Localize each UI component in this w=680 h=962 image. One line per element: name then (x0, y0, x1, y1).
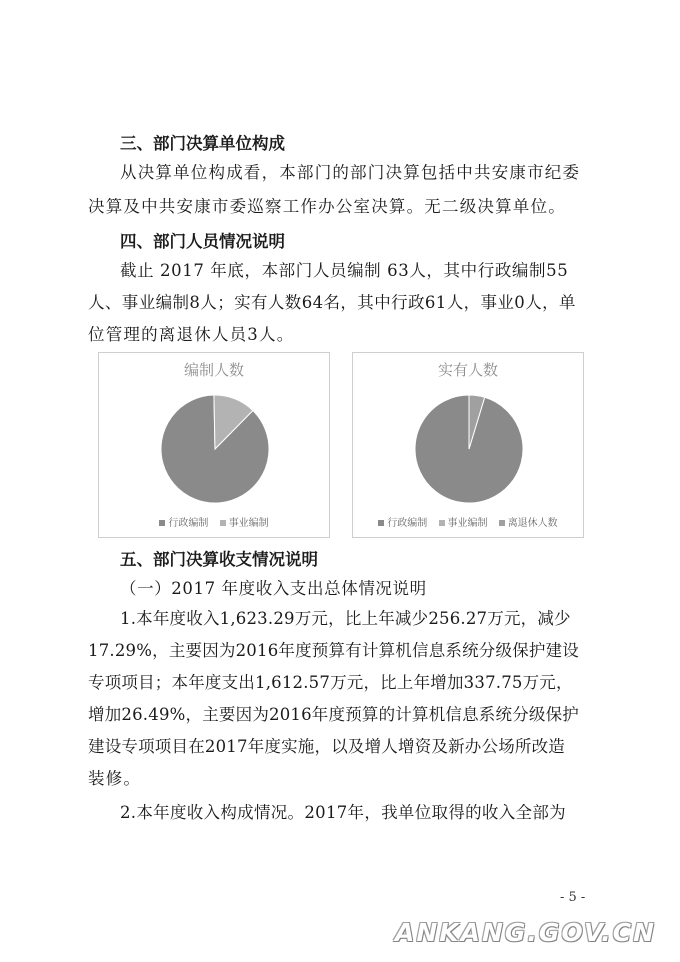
section-5-line-6: 装修。 (88, 769, 142, 788)
legend-item (220, 514, 269, 529)
section-5-line-7: 2.本年度收入构成情况。2017年，我单位取得的收入全部为 (120, 803, 566, 822)
legend-swatch (159, 520, 165, 526)
chart-title: 实有人数 (437, 361, 498, 379)
watermark-logo: ANKANG.GOV.CN (395, 918, 657, 947)
legend-item (499, 514, 558, 529)
legend-label: 行政编制 (387, 518, 428, 529)
section-5-subheading: （一）2017 年度收入支出总体情况说明 (120, 579, 427, 598)
section-3-heading: 三、部门决算单位构成 (120, 134, 285, 153)
page-number: - 5 - (560, 890, 586, 905)
section-5-line-2: 17.29%，主要因为2016年度预算有计算机信息系统分级保护建设 (88, 641, 580, 660)
section-4-line-1: 截止 2017 年底，本部门人员编制 63人，其中行政编制55 (120, 261, 569, 280)
legend-label: 行政编制 (168, 518, 209, 529)
chart-legend (353, 514, 583, 529)
legend-swatch (439, 520, 445, 526)
section-4-heading: 四、部门人员情况说明 (120, 232, 285, 251)
section-3-line-1: 从决算单位构成看，本部门的部门决算包括中共安康市纪委 (120, 163, 581, 182)
legend-label: 离退休人数 (507, 518, 558, 529)
chart-actual-staff (352, 352, 584, 538)
section-4-line-2: 人、事业编制8人；实有人数64名，其中行政61人，事业0人，单 (88, 293, 576, 312)
section-5-line-5: 建设专项项目在2017年度实施，以及增人增资及新办公场所改造 (88, 737, 565, 756)
section-4-line-3: 位管理的离退休人员3人。 (88, 325, 295, 344)
section-3-line-2: 决算及中共安康市委巡察工作办公室决算。无二级决算单位。 (88, 197, 566, 216)
legend-item (378, 514, 427, 529)
section-5-line-3: 专项项目；本年度支出1,612.57万元，比上年增加337.75万元， (88, 673, 573, 692)
legend-swatch (499, 520, 505, 526)
legend-item (159, 514, 208, 529)
section-5-line-1: 1.本年度收入1,623.29万元，比上年减少256.27万元，减少 (120, 609, 571, 628)
chart-staff-quota (98, 352, 330, 538)
section-5-line-4: 增加26.49%，主要因为2016年度预算的计算机信息系统分级保护 (88, 705, 580, 724)
legend-item (439, 514, 488, 529)
chart-title: 编制人数 (183, 361, 244, 379)
pie-chart (353, 353, 585, 539)
pie-chart (99, 353, 331, 539)
section-5-heading: 五、部门决算收支情况说明 (120, 550, 318, 569)
legend-swatch (378, 520, 384, 526)
legend-label: 事业编制 (228, 518, 269, 529)
legend-label: 事业编制 (447, 518, 488, 529)
legend-swatch (220, 520, 226, 526)
chart-legend (99, 514, 329, 529)
